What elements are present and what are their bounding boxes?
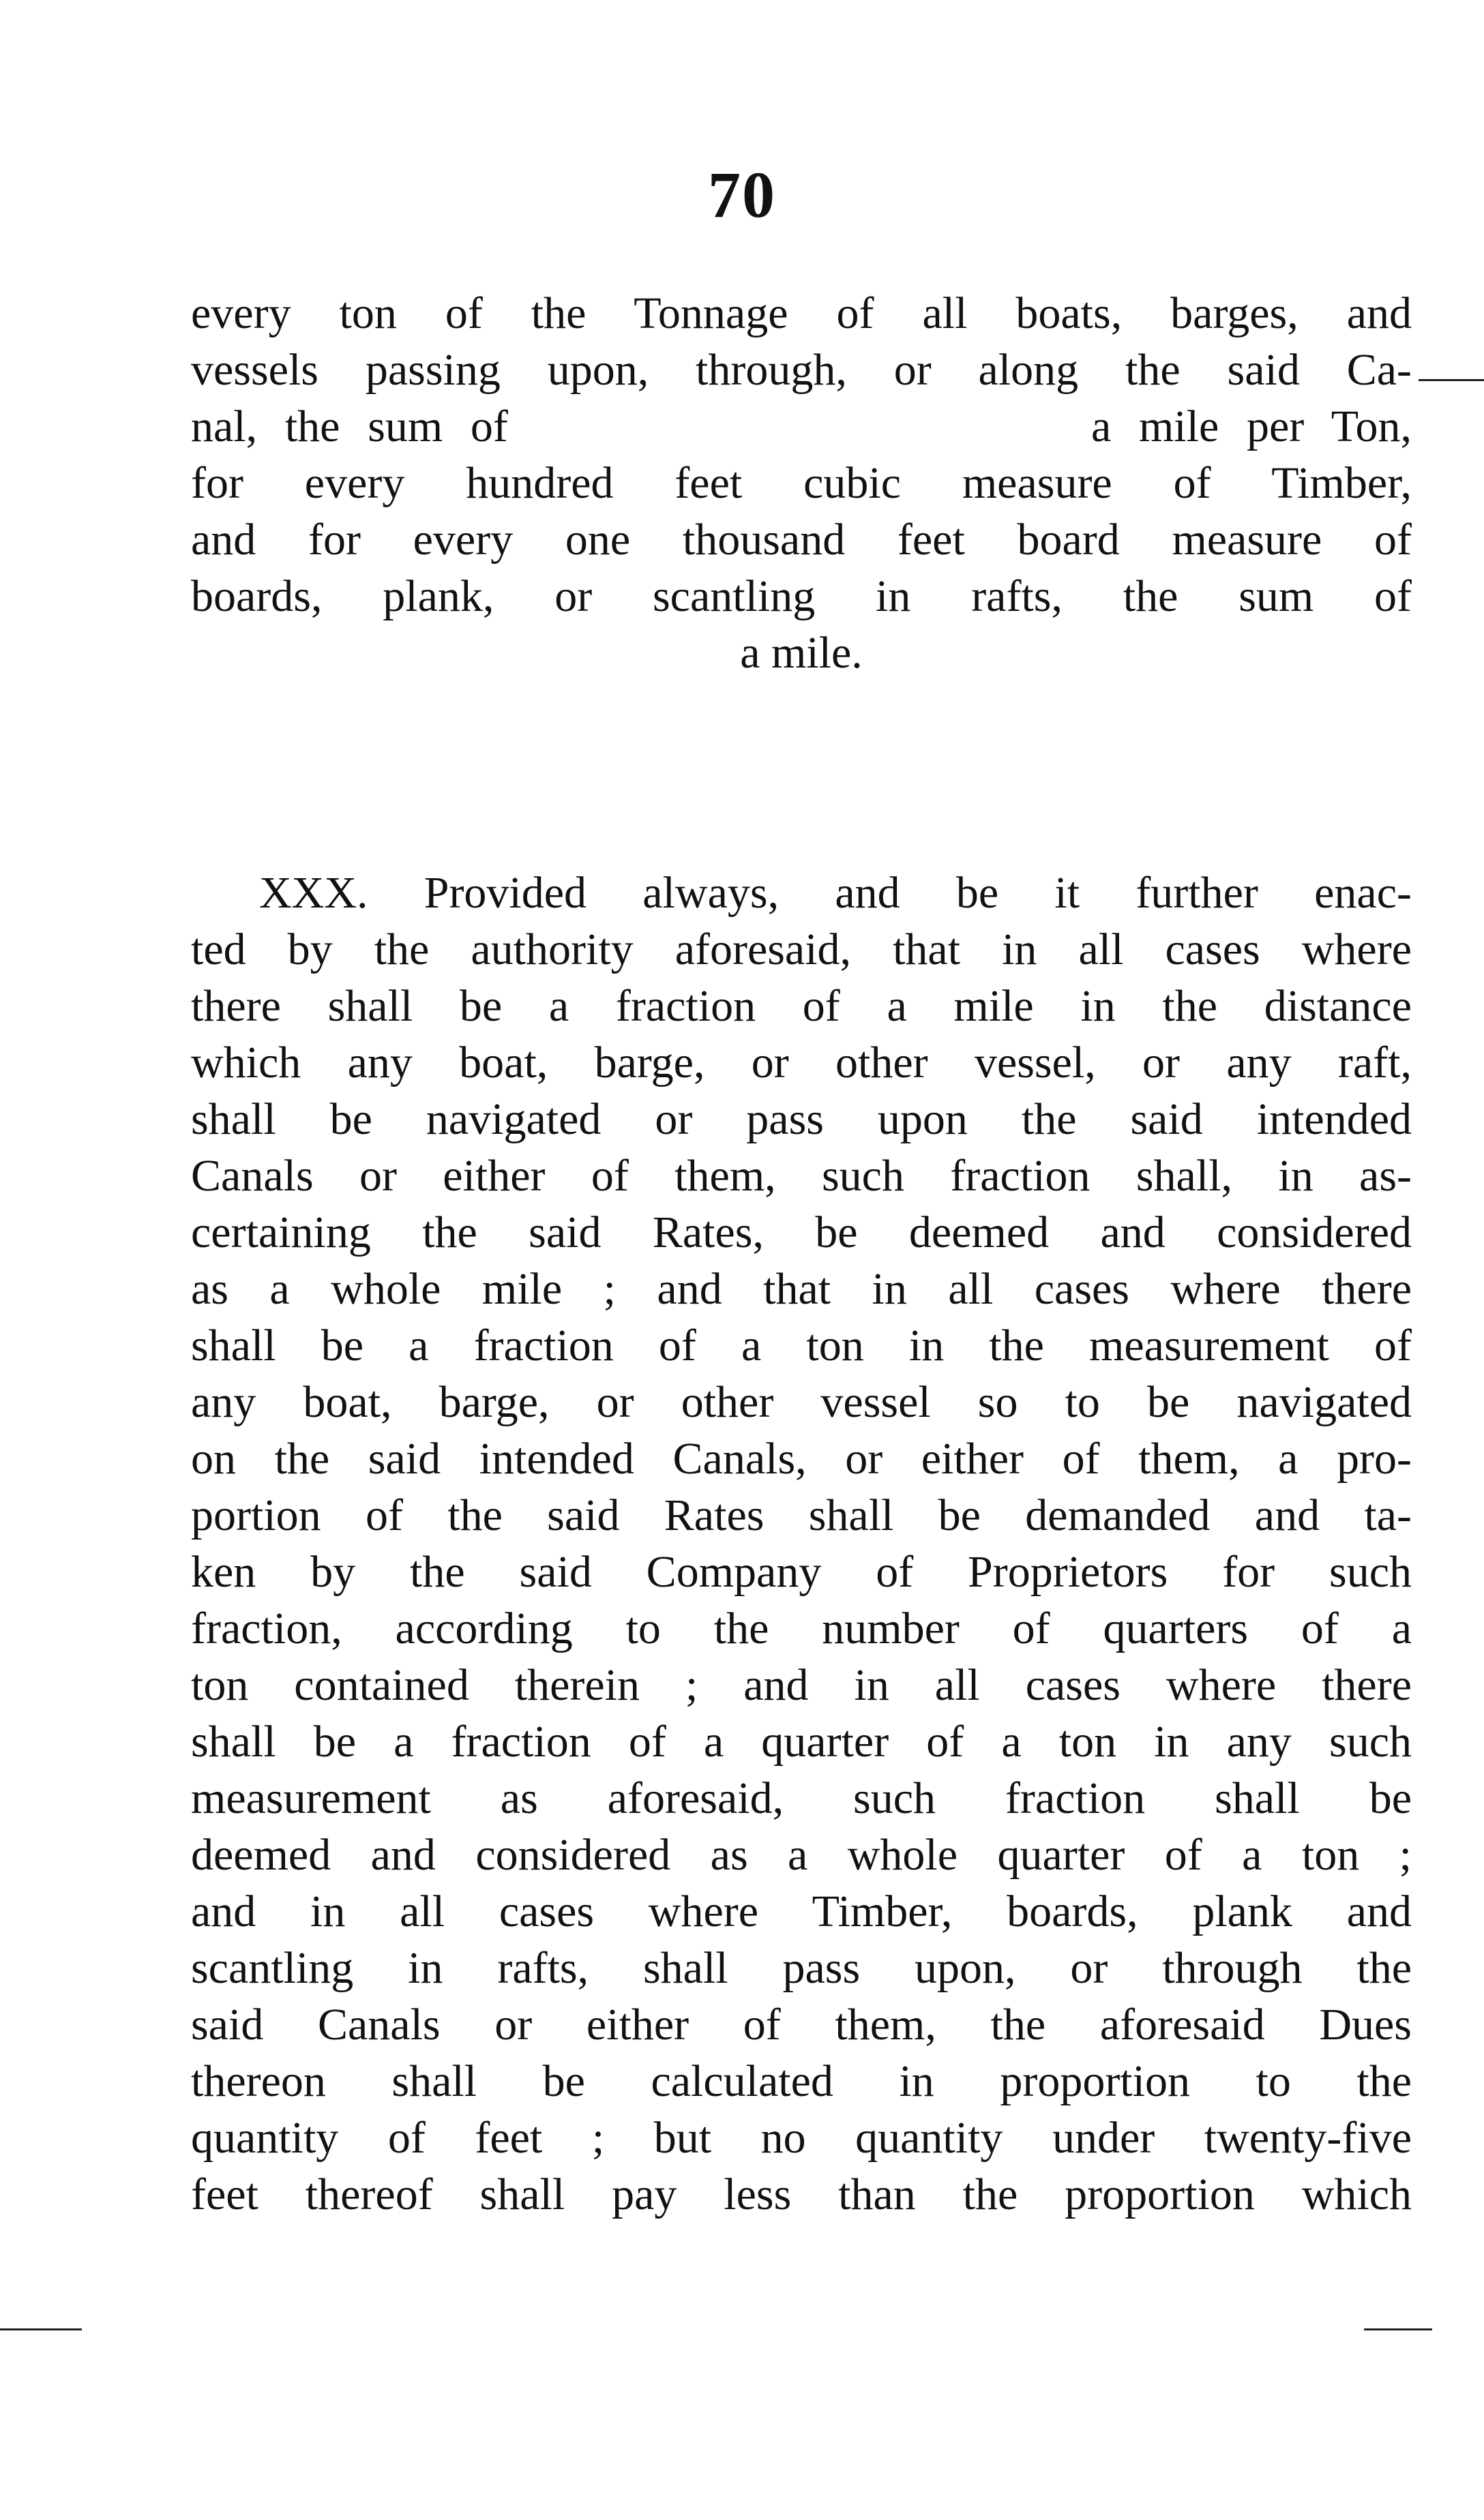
text-line: shall be a fraction of a quarter of a ton in any such (191, 1717, 1412, 1767)
page-number: 70 (708, 158, 776, 231)
text-line: certaining the said Rates, be deemed and considered (191, 1208, 1412, 1257)
paragraph-tonnage-rates (191, 285, 1412, 681)
text-line: feet thereof shall pay less than the proportion which (191, 2170, 1412, 2219)
text-line: thereon shall be calculated in proportion to the (191, 2056, 1412, 2106)
text-line: nal, the sum of a mile per Ton, (191, 402, 1412, 451)
text-line: as a whole mile ; and that in all cases where there (191, 1264, 1412, 1314)
text-line: on the said intended Canals, or either of them, a pro- (191, 1434, 1412, 1484)
text-line: shall be a fraction of a ton in the measurement of (191, 1321, 1412, 1370)
text-line: shall be navigated or pass upon the said intended (191, 1094, 1412, 1144)
text-line: said Canals or either of them, the aforesaid Dues (191, 2000, 1412, 2050)
scan-edge-mark (1364, 2328, 1432, 2330)
text-line: quantity of feet ; but no quantity under twenty-five (191, 2113, 1412, 2163)
section-heading-line: XXX. Provided always, and be it further enac- (259, 868, 1412, 918)
scan-edge-mark (0, 2328, 82, 2330)
text-line: which any boat, barge, or other vessel, or any raft, (191, 1038, 1412, 1088)
text-line: and for every one thousand feet board measure of (191, 515, 1412, 565)
text-line: deemed and considered as a whole quarter of a ton ; (191, 1830, 1412, 1880)
text-line: fraction, according to the number of quarters of a (191, 1604, 1412, 1653)
text-line: scantling in rafts, shall pass upon, or through the (191, 1943, 1412, 1993)
scan-edge-mark (1419, 379, 1484, 381)
text-line: ted by the authority aforesaid, that in all cases where (191, 925, 1412, 974)
text-line: ken by the said Company of Proprietors for such (191, 1547, 1412, 1597)
text-line: a mile. (740, 628, 863, 678)
paragraph-section-xxx (191, 865, 1412, 2223)
text-line: any boat, barge, or other vessel so to be navigated (191, 1377, 1412, 1427)
text-line: every ton of the Tonnage of all boats, barges, and (191, 288, 1412, 338)
text-line: boards, plank, or scantling in rafts, the sum of (191, 571, 1412, 621)
text-line: for every hundred feet cubic measure of Timber, (191, 458, 1412, 508)
text-line: Canals or either of them, such fraction shall, in as- (191, 1151, 1412, 1201)
text-line: vessels passing upon, through, or along the said Ca- (191, 345, 1412, 395)
text-line: and in all cases where Timber, boards, plank and (191, 1887, 1412, 1936)
text-line: measurement as aforesaid, such fraction shall be (191, 1773, 1412, 1823)
text-line: ton contained therein ; and in all cases where there (191, 1660, 1412, 1710)
text-line: there shall be a fraction of a mile in the distance (191, 981, 1412, 1031)
text-line: portion of the said Rates shall be demanded and ta- (191, 1490, 1412, 1540)
